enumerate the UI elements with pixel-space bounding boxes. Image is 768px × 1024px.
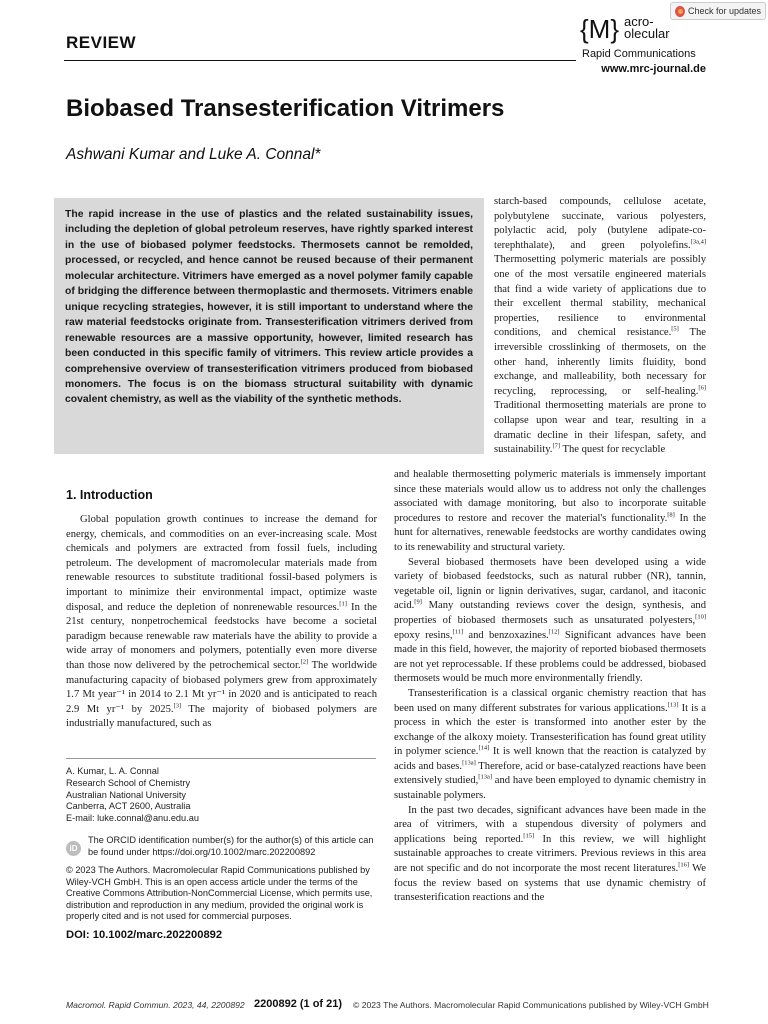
left-column — [66, 513, 377, 732]
orcid-text: The ORCID identification number(s) for the author(s) of this article can be found under https://doi.org/10.1002/marc.202200892 — [88, 835, 374, 857]
citation-marker[interactable]: [12] — [548, 628, 560, 635]
citation-marker[interactable]: [10] — [695, 613, 706, 621]
citation-marker[interactable]: [6] — [698, 384, 706, 392]
citation-marker[interactable]: [1] — [339, 600, 347, 608]
journal-url[interactable]: www.mrc-journal.de — [601, 63, 706, 75]
citation-marker[interactable]: [3a,4] — [690, 238, 706, 246]
journal-logo — [578, 14, 712, 64]
article-title: Biobased Transesterification Vitrimers — [66, 95, 505, 122]
affiliation-university: Australian National University — [66, 789, 186, 800]
footer-copyright: © 2023 The Authors. Macromolecular Rapid Communications published by Wiley-VCH GmbH — [353, 1000, 709, 1010]
footer-journal-ref: Macromol. Rapid Commun. 2023, 44, 2200892 — [66, 1000, 245, 1010]
license-text: © 2023 The Authors. Macromolecular Rapid Communications published by Wiley-VCH GmbH. This is an open access article under the terms of the Creative Commons Attribution-NonCommercial License, which permits use, distribution and reproduction in any medium, provided the original work is properly cited and is not used for commercial purposes. — [66, 865, 373, 922]
citation-marker[interactable]: [2] — [300, 658, 309, 666]
orcid-icon: iD — [66, 841, 81, 856]
header-rule — [64, 60, 576, 61]
citation-marker[interactable]: [8] — [667, 511, 675, 519]
citation-marker[interactable]: [13a] — [462, 759, 476, 767]
citation-marker[interactable]: [13] — [667, 700, 679, 708]
abstract-box — [54, 198, 484, 454]
citation-marker[interactable]: [7] — [552, 442, 561, 450]
citation-marker[interactable]: [9] — [414, 598, 422, 606]
body-paragraph: and healable thermosetting polymeric materials is immensely important since these materials would allow us to address not only the challenges associated with damage monitoring, but also to incorporate suitable procedures to restore and recover the material's functionality.[8] In the hunt for alternatives, renewable feedstocks are worthy candidates owing to its renewability and structural variety. — [394, 469, 706, 553]
body-paragraph: Global population growth continues to increase the demand for energy, chemicals, and commodities on an ever-increasing scale. Most chemicals and polymers are extracted from fossil fuels, including petroleum. The development of macromolecular materials made from renewable resources to substitute traditional fossil-based polymers is important to minimize their environmental impact, optimize waste disposal, and reduce the depletion of nonrenewable resources.[1] In the 21st century, nonpetrochemical feedstocks have become a societal paradigm because renewable raw materials have the ability to provide a wide array of monomers and polymers, potentially even more diverse than those now delivered by the petrochemical sector.[2] The worldwide manufacturing capacity of biobased polymers grew from approximately 1.7 Mt year⁻¹ in 2014 to 2.1 Mt yr⁻¹ in 2020 and is anticipated to reach 2.9 Mt yr⁻¹ by 2025.[3] The majority of biobased polymers are industrially manufactured, such as — [66, 514, 377, 730]
footer-page-number: 2200892 (1 of 21) — [254, 998, 343, 1010]
logo-m-mark: {M} — [580, 14, 620, 44]
article-authors: Ashwani Kumar and Luke A. Connal* — [66, 146, 321, 163]
body-paragraph: Several biobased thermosets have been developed using a wide variety of biobased feedstocks, such as natural rubber (NR), tannin, vegetable oil, lignin or lignin derivatives, sugar, cardanol, and itaconic acid.[9] Many outstanding reviews cover the design, synthesis, and properties of biobased thermosets such as unsaturated polyesters,[10] epoxy resins,[11] and benzoxazines.[12] Significant advances have been made in this field, however, the majority of reported biobased thermosets are not yet reprocessable. If these problems could be addressed, biobased thermosets would be much more environmentally friendly. — [394, 556, 706, 685]
affiliation-city: Canberra, ACT 2600, Australia — [66, 801, 191, 812]
affiliation-email[interactable]: E-mail: luke.connal@anu.edu.au — [66, 813, 199, 824]
body-paragraph: starch-based compounds, cellulose acetate, polybutylene succinate, various polyesters, polylactic acid, poly (butylene adipate-co-terephthalate), and green polyolefins.[3a,4] Thermosetting polymeric materials are possibly one of the most versatile engineered materials that find a wide variety of applications due to their excellent thermal stability, mechanical properties, resilience to environmental conditions, and chemical resistance.[5] The irreversible crosslinking of thermosets, on the other hand, inherently limits fluidity, bond exchange, and malleability, both necessary for recycling, reprocessing, or self-healing.[6] Traditional thermosetting materials are prone to collapse upon wear and tear, resulting in a dramatic decline in their lifespan, safety, and sustainability.[7] The quest for recyclable — [494, 196, 706, 456]
section-heading: 1. Introduction — [66, 488, 153, 502]
logo-acro-text: acro- olecular — [624, 14, 670, 41]
affiliation-rule — [66, 758, 376, 759]
body-paragraph: In the past two decades, significant advances have been made in the area of vitrimers, with a stupendous diversity of polymers and applications being reported.[15] In this review, we will highlight sustainable approaches to create vitrimers. Previous reviews in this area are not specific and do not incorporate the most recent literatures.[16] We focus the review based on systems that use dynamic chemistry of transesterification reactions and the — [394, 804, 706, 904]
logo-subtitle: Rapid Communications — [582, 48, 696, 60]
body-paragraph: Transesterification is a classical organic chemistry reaction that has been used on many different substrates for various applications.[13] It is a process in which the ester is transformed into another ester by the exchange of the alkoxy moiety. Transesterification has found great utility in polymer science.[14] It is well known that the reaction is catalyzed by acids and bases.[13a] Therefore, acid or base-catalyzed reactions have been extensively studied,[13a] and have been employed to dynamic chemistry in sustainable polymers. — [394, 687, 706, 802]
section-label: REVIEW — [66, 33, 137, 52]
right-column-top — [494, 195, 706, 458]
citation-marker[interactable]: [13a] — [478, 773, 492, 781]
citation-marker[interactable]: [14] — [478, 744, 490, 752]
right-column — [394, 468, 706, 906]
citation-marker[interactable]: [5] — [671, 325, 679, 333]
doi-link[interactable]: DOI: 10.1002/marc.202200892 — [66, 929, 223, 941]
affiliation-school: Research School of Chemistry — [66, 777, 191, 788]
page-footer — [66, 998, 709, 1013]
citation-marker[interactable]: [16] — [678, 861, 690, 869]
check-updates-label: Check for updates — [687, 6, 761, 16]
affiliation-block — [66, 766, 376, 825]
citation-marker[interactable]: [3] — [173, 702, 182, 710]
affiliation-names: A. Kumar, L. A. Connal — [66, 766, 159, 776]
citation-marker[interactable]: [15] — [523, 832, 535, 840]
abstract-text: The rapid increase in the use of plastics and the related sustainability issues, including the depletion of global petroleum reserves, have rightly sparked interest in the use of biobased polymer feedstocks. Thermosets cannot be remolded, processed, or recycled, and hence cannot be reused because of their permanent molecular architecture. Vitrimers have emerged as a novel polymer family capable of bridging the difference between thermoplastic and thermosets. Vitrimers enable unique recycling strategies, however, it is still important to understand where the raw material feedstocks originate from. Transesterification vitrimers derived from renewable resources are a massive opportunity, however, limited research has been conducted in this specific family of vitrimers. This review article provides a comprehensive overview of transesterification vitrimers produced from biobased monomers. The focus is on the biomass structural suitability with dynamic covalent chemistry, as well as the viability of the synthetic methods. — [65, 209, 473, 406]
citation-marker[interactable]: [11] — [452, 628, 464, 635]
